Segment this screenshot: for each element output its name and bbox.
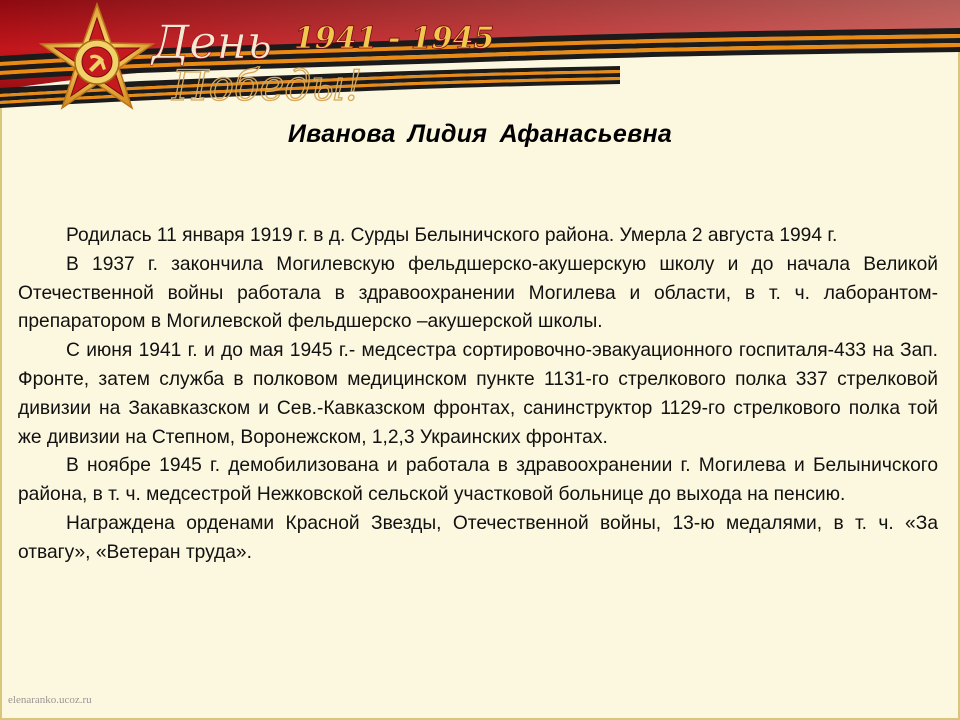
banner-script-line2: Победы! <box>172 61 363 110</box>
banner-years: 1941 - 1945 <box>294 21 495 56</box>
biography-text <box>18 222 938 568</box>
victory-day-banner <box>0 0 960 120</box>
person-name-title: Иванова Лидия Афанасьевна <box>287 120 673 148</box>
source-watermark: elenaranko.ucoz.ru <box>8 694 92 706</box>
medal-inscription <box>67 55 126 62</box>
bio-paragraph: В 1937 г. закончила Могилевскую фельдшерско-акушерскую школу и до начала Великой Отечественной войны работала в здравоохранении Могилева и области, в т. ч. лаборантом-препаратором в Могилевской фельдшерско –акушерской школы. <box>18 253 938 333</box>
banner-script-line1: День <box>152 15 272 69</box>
bio-paragraph: Награждена орденами Красной Звезды, Отечественной войны, 13-ю медалями, в т. ч. «За отвагу», «Ветеран труда». <box>18 512 938 563</box>
bio-paragraph: В ноябре 1945 г. демобилизована и работала в здравоохранении г. Могилева и Белыничского района, в т. ч. медсестрой Нежковской сельской участковой больнице до выхода на пенсию. <box>18 455 938 506</box>
bio-paragraph: Родилась 11 января 1919 г. в д. Сурды Белыничского района. Умерла 2 августа 1994 г. <box>66 225 838 246</box>
bio-paragraph: С июня 1941 г. и до мая 1945 г.- медсестра сортировочно-эвакуационного госпиталя-433 на Зап. Фронте, затем служба в полковом медицинском пункте 1131-го стрелкового полка 337 стрелковой дивизии на Закавказском и Сев.-Кавказском фронтах, санинструктор 1129-го стрелкового полка той же дивизии на Степном, Воронежском, 1,2,3 Украинских фронтах. <box>18 340 938 448</box>
